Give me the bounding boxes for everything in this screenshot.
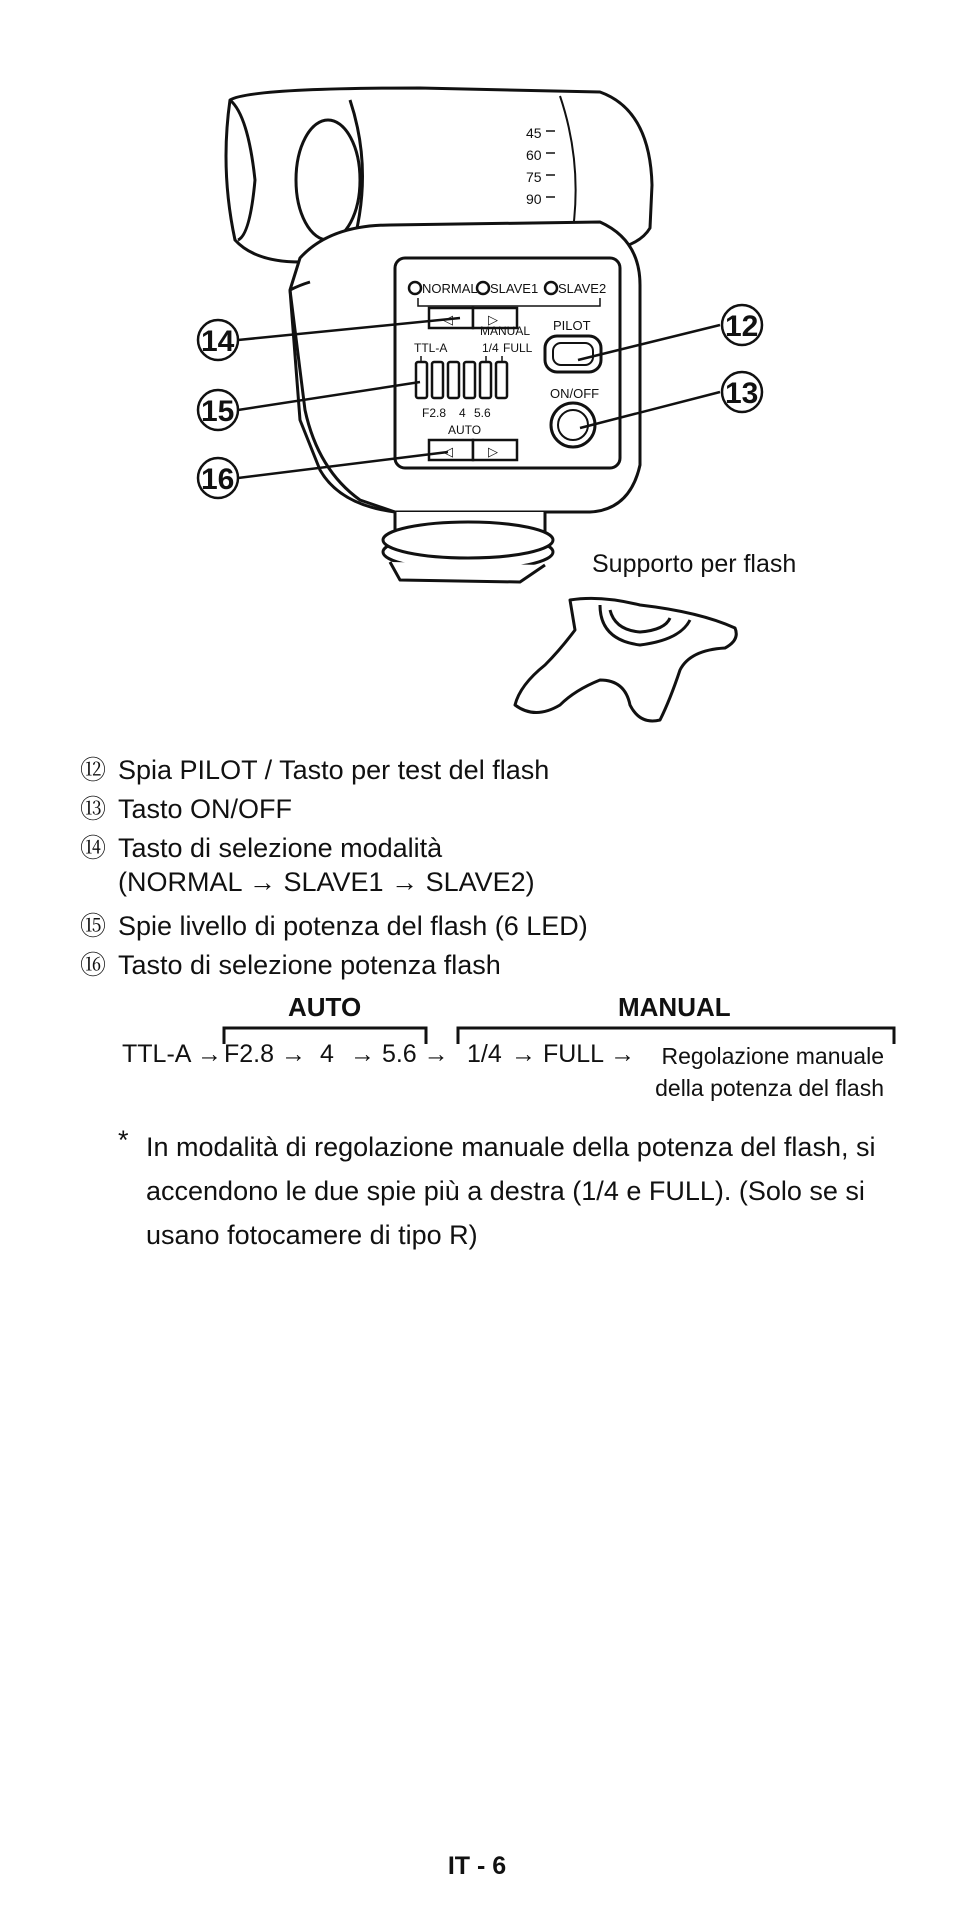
manual-label: MANUAL xyxy=(480,324,531,338)
callout-16 xyxy=(198,458,238,498)
callout-14 xyxy=(198,320,238,360)
seq-end-line1: Regolazione manuale xyxy=(661,1043,884,1069)
slave2-led-icon xyxy=(545,282,557,294)
legend-number: ⑮ xyxy=(80,911,107,941)
svg-text:16: 16 xyxy=(201,463,235,496)
legend-item-14-detail: (NORMAL → SLAVE1 → SLAVE2) xyxy=(118,867,535,897)
auto-label: AUTO xyxy=(448,423,482,437)
legend-item-13 xyxy=(80,789,292,826)
flash-support xyxy=(515,598,736,721)
normal-led-icon xyxy=(409,282,421,294)
seq-f56: → 5.6 → xyxy=(350,1040,449,1068)
flash-unit-diagram xyxy=(0,0,954,740)
full-label: FULL xyxy=(503,341,533,355)
pilot-label: PILOT xyxy=(553,318,591,333)
legend-item-12 xyxy=(80,750,549,787)
note-asterisk: * xyxy=(118,1125,129,1155)
seq-full: → FULL → xyxy=(511,1040,636,1068)
right-arrow-icon: ▷ xyxy=(488,312,498,327)
power-led xyxy=(480,362,491,398)
legend-text: Tasto di selezione modalità xyxy=(118,833,443,863)
f28-label: F2.8 xyxy=(422,406,447,420)
flash-lens xyxy=(296,120,360,240)
power-led xyxy=(464,362,475,398)
tilt-mark: 60 xyxy=(526,147,542,163)
right-arrow-icon: ▷ xyxy=(488,444,498,459)
seq-ttl: TTL-A → xyxy=(122,1040,223,1068)
legend-text: Tasto ON/OFF xyxy=(118,794,293,824)
seq-manual-adjust xyxy=(648,1040,884,1104)
f4-label: 4 xyxy=(459,406,466,420)
tilt-mark: 75 xyxy=(526,169,542,185)
legend-number: ⑫ xyxy=(80,755,107,785)
svg-text:14: 14 xyxy=(201,325,235,358)
legend-text: Tasto di selezione potenza flash xyxy=(118,950,501,980)
legend-text: Spia PILOT / Tasto per test del flash xyxy=(118,755,550,785)
legend-item-14 xyxy=(80,828,442,865)
seq-f4: 4 xyxy=(320,1040,334,1068)
legend-number: ⑯ xyxy=(80,950,107,980)
legend-text: Spie livello di potenza del flash (6 LED) xyxy=(118,911,588,941)
power-led xyxy=(432,362,443,398)
ttl-label: TTL-A xyxy=(414,341,448,355)
legend-item-15 xyxy=(80,906,588,943)
power-led xyxy=(416,362,427,398)
power-led xyxy=(496,362,507,398)
legend-item-16 xyxy=(80,945,501,982)
callout-15 xyxy=(198,390,238,430)
tilt-mark: 45 xyxy=(526,125,542,141)
svg-text:13: 13 xyxy=(725,377,759,410)
callout-12 xyxy=(722,305,762,345)
auto-heading: AUTO xyxy=(288,992,362,1022)
power-led xyxy=(448,362,459,398)
seq-end-line2: della potenza del flash xyxy=(655,1075,884,1101)
mode-label-normal: NORMAL xyxy=(422,281,478,296)
svg-text:12: 12 xyxy=(725,310,759,343)
quarter-label: 1/4 xyxy=(482,341,499,355)
legend-number: ⑭ xyxy=(80,833,107,863)
manual-heading: MANUAL xyxy=(618,992,731,1022)
left-arrow-icon: ◁ xyxy=(443,444,453,459)
slave1-led-icon xyxy=(477,282,489,294)
tilt-mark: 90 xyxy=(526,191,542,207)
legend-number: ⑬ xyxy=(80,794,107,824)
note-text: In modalità di regolazione manuale della potenza del flash, si accendono le due spie più a destra (1/4 e FULL). (Solo se si usano fotocamere di tipo R) xyxy=(146,1132,876,1250)
seq-f28: F2.8 → xyxy=(224,1040,306,1068)
support-caption: Supporto per flash xyxy=(592,550,797,578)
page-number: IT - 6 xyxy=(447,1852,507,1880)
seq-quarter: 1/4 xyxy=(467,1040,502,1068)
callout-13 xyxy=(722,372,762,412)
svg-text:15: 15 xyxy=(201,395,235,428)
mode-label-slave2: SLAVE2 xyxy=(558,281,607,296)
onoff-label: ON/OFF xyxy=(550,386,600,401)
f56-label: 5.6 xyxy=(474,406,491,420)
mode-label-slave1: SLAVE1 xyxy=(490,281,539,296)
left-arrow-icon: ◁ xyxy=(443,312,453,327)
